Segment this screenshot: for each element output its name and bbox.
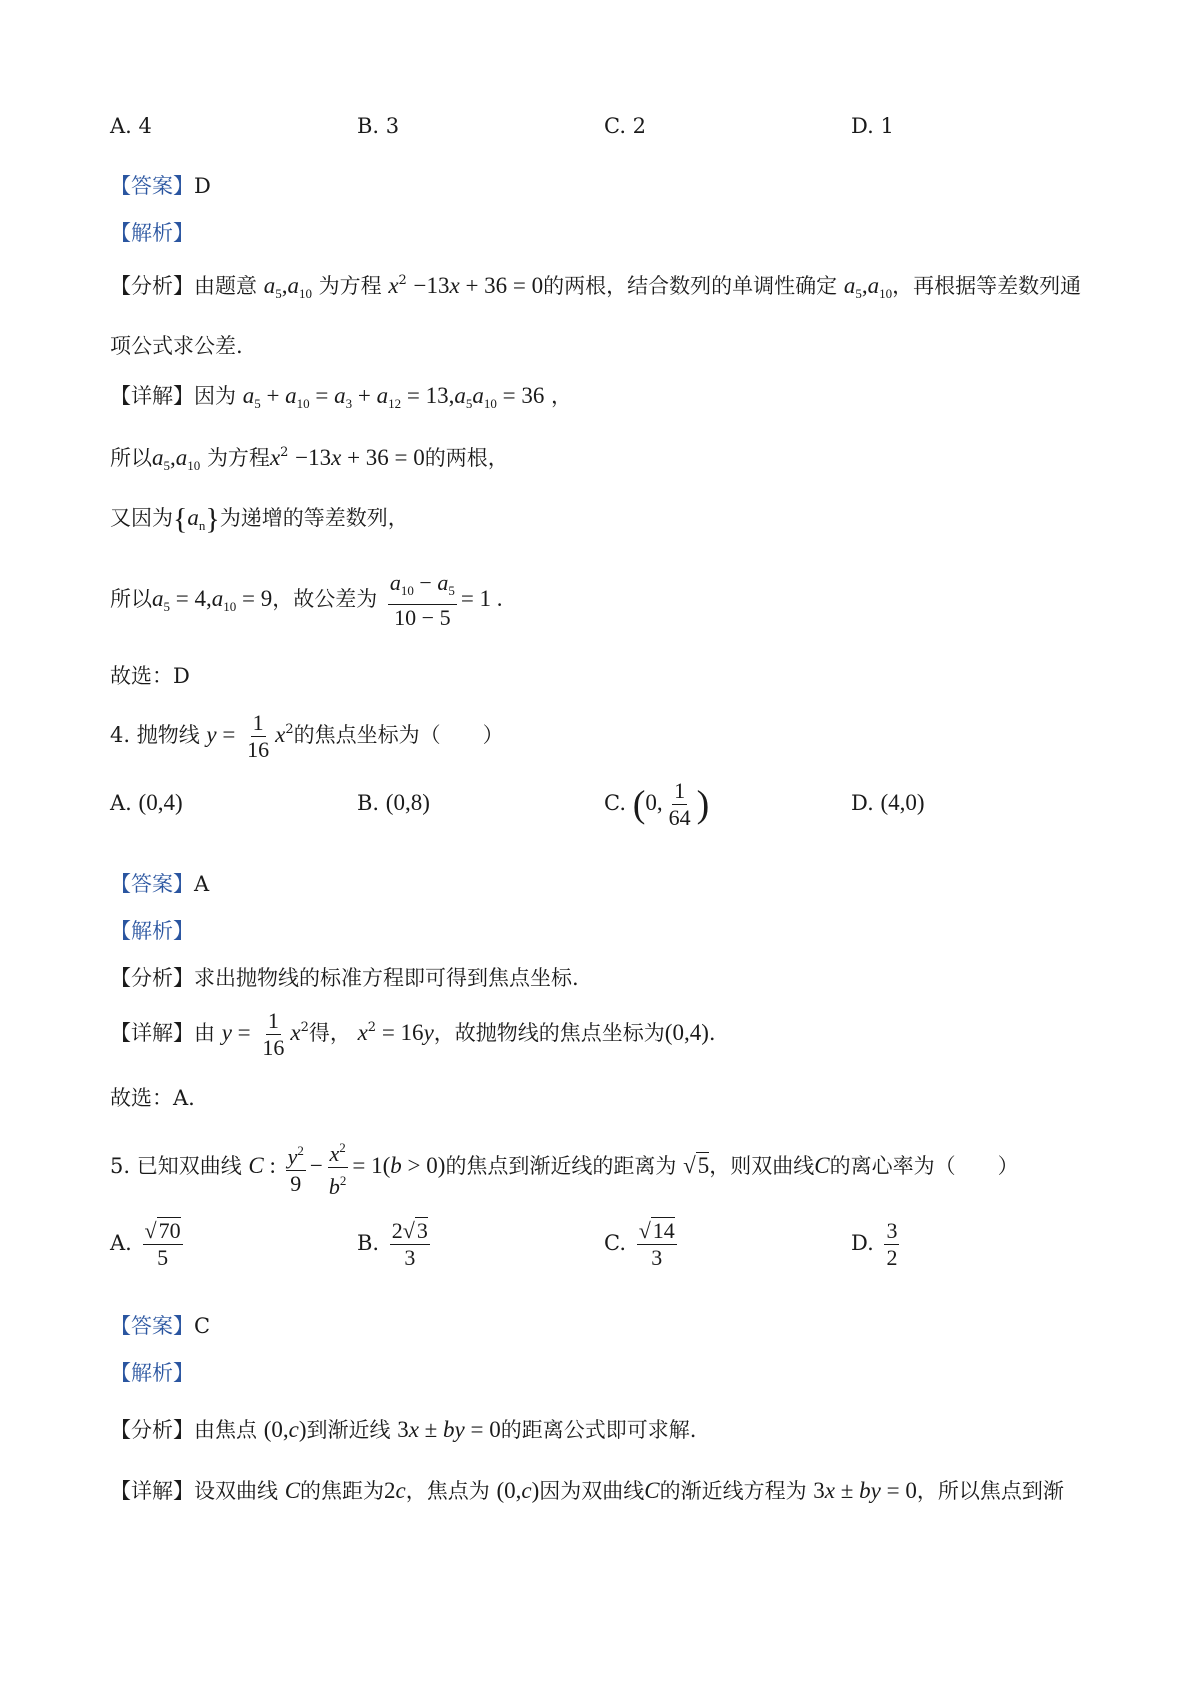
q4-option-c: C. (0, $\frac{1}{64}$ )	[604, 778, 710, 830]
answer-value: A	[194, 872, 210, 896]
q3-option-d: D. 1	[851, 114, 894, 138]
q4-stem: 4. 抛物线 y = $\frac{1}{16}$ $x^2$的焦点坐标为（ ）	[110, 710, 504, 762]
text: 求出抛物线的标准方程即可得到焦点坐标.	[194, 966, 579, 990]
text: 为方程	[206, 446, 270, 470]
text: 的离心率为（ ）	[829, 1154, 1019, 1178]
option-letter: C.	[604, 1231, 626, 1255]
answer-value: C	[194, 1314, 211, 1338]
q3-detail-line3: 又因为$\{a_n\}$为递增的等差数列，	[110, 502, 409, 536]
text: ，故抛物线的焦点坐标为	[433, 1021, 665, 1045]
detail-label: 【详解】	[110, 1479, 194, 1503]
q3-detail: 【详解】因为 $a_5 + a_{10} = a_3 + a_{12} = 13,a_5a_{10} = 36$ ，	[110, 383, 573, 411]
text: 由题意	[194, 274, 257, 298]
detail-label: 【详解】	[110, 1021, 194, 1045]
common-difference-fraction: $\frac{a_{10} - a_5}{10 - 5}$	[389, 570, 455, 630]
text: 由	[194, 1021, 215, 1045]
text: 的两根，	[424, 446, 509, 470]
analysis-label: 【解析】	[110, 1361, 194, 1385]
q4-option-d: D. (4,0)	[851, 790, 925, 815]
text: 的焦点到渐近线的距离为	[445, 1154, 677, 1178]
detail-label: 【详解】	[110, 384, 194, 408]
fenxi-label: 【分析】	[110, 1418, 194, 1442]
q4-option-a: A. (0,4)	[110, 790, 183, 815]
q5-answer	[110, 1310, 210, 1340]
text: 的焦点坐标为（ ）	[293, 723, 504, 747]
text: 由焦点	[194, 1418, 257, 1442]
q4-fenxi	[110, 962, 579, 992]
text: 的距离公式即可求解.	[500, 1418, 697, 1442]
q5-option-a: A. $\frac{√70}{5}$	[110, 1218, 181, 1270]
analysis-label: 【解析】	[110, 919, 194, 943]
fenxi-label: 【分析】	[110, 966, 194, 990]
answer-value: D	[194, 174, 211, 198]
answer-label: 【答案】	[110, 872, 194, 896]
text: 所以	[110, 446, 152, 470]
text: 得，	[308, 1021, 351, 1045]
q4-analysis-label	[110, 915, 194, 945]
analysis-label: 【解析】	[110, 221, 194, 245]
text: 所以	[110, 587, 152, 611]
q3-fenxi-line2: 项公式求公差.	[110, 334, 243, 358]
answer-label: 【答案】	[110, 174, 194, 198]
option-letter: D.	[851, 1231, 874, 1255]
q4-answer	[110, 868, 209, 898]
option-letter: C.	[604, 791, 626, 815]
fenxi-label: 【分析】	[110, 274, 194, 298]
q3-analysis-label	[110, 217, 194, 247]
text: 4. 抛物线	[110, 723, 200, 747]
text: 为递增的等差数列，	[219, 506, 409, 530]
text: 的两根，结合数列的单调性确定	[543, 274, 838, 298]
text: 5. 已知双曲线	[110, 1154, 242, 1178]
text: 的渐近线方程为	[659, 1479, 807, 1503]
option-letter: A.	[110, 791, 132, 815]
q3-option-b: B. 3	[357, 114, 400, 138]
q5-option-c: C. $\frac{√14}{3}$	[604, 1218, 675, 1270]
q5-option-b: B. $\frac{2√3}{3}$	[357, 1218, 428, 1270]
q3-option-a: A. 4	[110, 114, 152, 138]
text: 又因为	[110, 506, 173, 530]
text: 因为双曲线	[539, 1479, 645, 1503]
q3-answer	[110, 170, 211, 200]
q4-choose: 故选：A.	[110, 1086, 195, 1110]
text: ，焦点为	[405, 1479, 490, 1503]
text: 因为	[194, 384, 236, 408]
text: ，再根据等差数列通	[892, 274, 1082, 298]
option-letter: B.	[357, 791, 380, 815]
text: 到渐近线	[306, 1418, 391, 1442]
text: ，故公差为	[272, 587, 378, 611]
text: 为方程	[318, 274, 382, 298]
q5-option-d: D. $\frac{3}{2}$	[851, 1218, 898, 1270]
q5-detail: 【详解】设双曲线 C的焦距为2c，焦点为 (0,c)因为双曲线C的渐近线方程为 3x ± by = 0，所以焦点到渐	[110, 1478, 1064, 1503]
q4-detail: 【详解】由 y = $\frac{1}{16}$ $x^2$得， $x^2 = 16y$，故抛物线的焦点坐标为(0,4).	[110, 1008, 716, 1060]
text: 的焦距为	[300, 1479, 385, 1503]
text: ，所以焦点到渐	[916, 1479, 1064, 1503]
option-letter: D.	[851, 791, 874, 815]
text: ，则双曲线	[709, 1154, 815, 1178]
q5-stem: 5. 已知双曲线 C : $\frac{y^2}{9}$ − $\frac{x^2}{b^2}$ = 1(b > 0)的焦点到渐近线的距离为 √5，则双曲线C的离心率为（ ）	[110, 1135, 1019, 1200]
q3-detail-line4: 所以$a_5 = 4,a_{10} = 9$，故公差为 $\frac{a_{10} - a_5}{10 - 5}$ = 1 .	[110, 570, 503, 630]
text: 设双曲线	[194, 1479, 278, 1503]
q3-choose: 故选：D	[110, 664, 190, 688]
q3-option-c: C. 2	[604, 114, 647, 138]
option-letter: A.	[110, 1231, 132, 1255]
option-letter: B.	[357, 1231, 380, 1255]
answer-label: 【答案】	[110, 1314, 194, 1338]
q4-option-b: B. (0,8)	[357, 790, 430, 815]
q3-detail-line2: 所以$a_5,a_{10}$ 为方程$x^2 -13x + 36 = 0$的两根，	[110, 445, 509, 473]
q5-fenxi: 【分析】由焦点 (0,c)到渐近线 3x ± by = 0的距离公式即可求解.	[110, 1417, 697, 1442]
q3-fenxi: 【分析】由题意 $a_5,a_{10}$ 为方程 $x^2 -13x + 36 = 0$的两根，结合数列的单调性确定 $a_5,a_{10}$，再根据等差数列通	[110, 273, 1082, 301]
q5-analysis-label	[110, 1357, 194, 1387]
